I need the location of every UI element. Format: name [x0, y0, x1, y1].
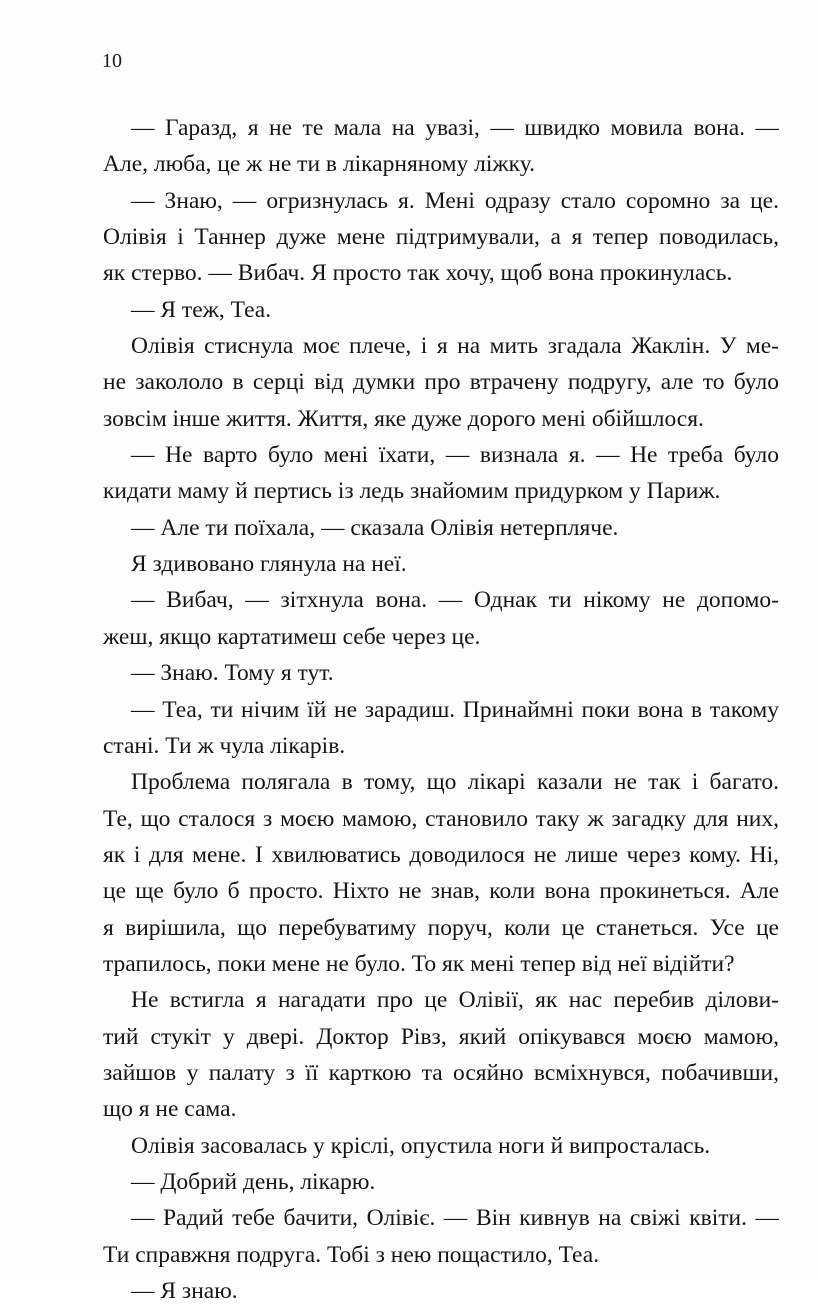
text-line: це ще було б просто. Ніхто не знав, коли вона прокинеться. Але	[103, 878, 779, 905]
text-line: — Гаразд, я не те мала на увазі, — швидко мовила вона. —	[131, 115, 779, 141]
text-line: Олівія засовалась у кріслі, опустила ноги й випросталась.	[131, 1132, 711, 1159]
text-line: Проблема полягала в тому, що лікарі казали не так і багато.	[131, 769, 779, 796]
text-line: зовсім інше життя. Життя, яке дуже дорого мені обійшлося.	[103, 405, 704, 432]
text-line: — Але ти поїхала, — сказала Олівія нетерпляче.	[131, 514, 619, 541]
text-line: Олівія стиснула моє плече, і я на мить згадала Жаклін. У ме-	[131, 333, 779, 360]
text-line: жеш, якщо картатимеш себе через це.	[103, 623, 481, 650]
text-line: не закололо в серці від думки про втрачену подругу, але то було	[103, 369, 779, 396]
text-line: як і для мене. І хвилюватись доводилося не лише через кому. Ні,	[103, 841, 779, 868]
text-line: стані. Ти ж чула лікарів.	[103, 732, 346, 759]
text-line: Те, що сталося з моєю мамою, становило таку ж загадку для них,	[103, 805, 779, 832]
page-number: 10	[102, 50, 122, 72]
text-line: кидати маму й пертись із ледь знайомим придурком у Париж.	[103, 478, 721, 505]
text-line: — Я теж, Теа.	[131, 296, 272, 323]
text-line: — Не варто було мені їхати, — визнала я. — Не треба було	[131, 442, 779, 469]
text-line: — Знаю, — огризнулась я. Мені одразу стало соромно за це.	[131, 187, 779, 214]
text-line: трапилось, поки мене не було. То як мені тепер від неї відійти?	[103, 950, 735, 977]
text-line: Але, люба, це ж не ти в лікарняному ліжку.	[103, 151, 535, 178]
text-line: — Теа, ти нічим їй не зарадиш. Принаймні поки вона в такому	[131, 696, 779, 723]
text-line: Олівія і Таннер дуже мене підтримували, а я тепер поводилась,	[103, 224, 779, 251]
text-line: — Знаю. Тому я тут.	[131, 660, 334, 687]
text-line: тий стукіт у двері. Доктор Рівз, який опікувався моєю мамою,	[103, 1023, 779, 1050]
text-line: — Вибач, — зітхнула вона. — Однак ти нікому не допомо-	[131, 587, 779, 614]
text-line: — Радий тебе бачити, Олівіє. — Він кивнув на свіжі квіти. —	[131, 1205, 779, 1232]
text-line: — Добрий день, лікарю.	[131, 1168, 376, 1195]
text-line: Ти справжня подруга. Тобі з нею пощастило, Теа.	[103, 1241, 600, 1268]
text-line: Не встигла я нагадати про це Олівії, як нас перебив ділови-	[131, 987, 779, 1014]
text-line: — Я знаю.	[131, 1278, 238, 1304]
text-line: я вирішила, що перебуватиму поруч, коли це станеться. Усе це	[103, 914, 779, 941]
text-line: зайшов у палату з її карткою та осяйно всміхнувся, побачивши,	[103, 1059, 779, 1086]
text-line: Я здивовано глянула на неї.	[131, 551, 407, 578]
text-line: як стерво. — Вибач. Я просто так хочу, щоб вона прокинулась.	[103, 260, 733, 287]
body-text	[103, 110, 779, 1309]
text-line: що я не сама.	[103, 1096, 237, 1123]
